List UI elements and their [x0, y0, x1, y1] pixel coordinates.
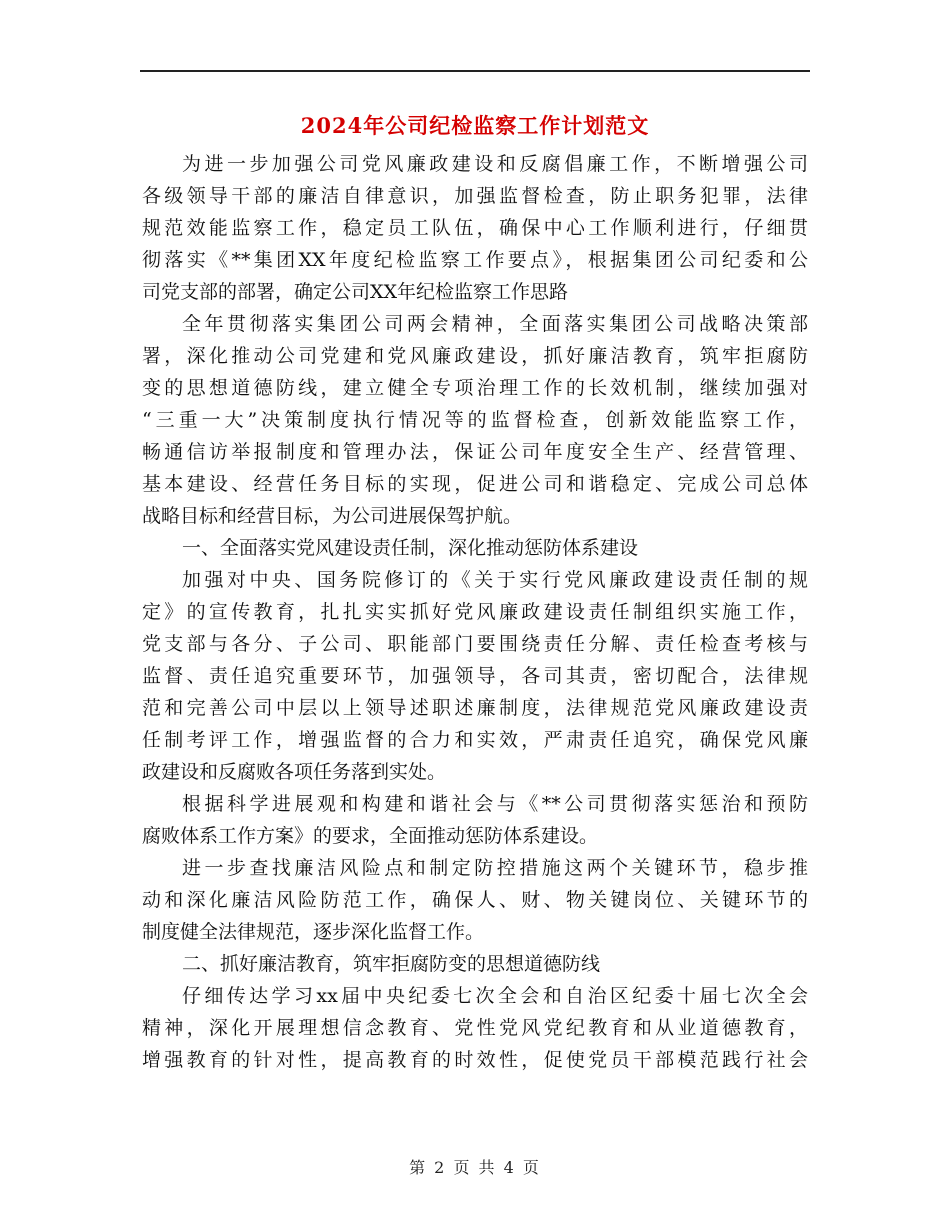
body-line: 规范效能监察工作，稳定员工队伍，确保中心工作顺利进行，仔细贯 [142, 217, 808, 239]
body-line: 变的思想道德防线，建立健全专项治理工作的长效机制，继续加强对 [142, 377, 808, 399]
body-line: 司党支部的部署，确定公司XX年纪检监察工作思路 [142, 281, 569, 303]
body-line: 增强教育的针对性，提高教育的时效性，促使党员干部模范践行社会 [142, 1049, 808, 1071]
body-line: 党支部与各分、子公司、职能部门要围绕责任分解、责任检查考核与 [142, 633, 808, 655]
header-rule [140, 70, 810, 72]
body-line: 一、全面落实党风建设责任制，深化推动惩防体系建设 [182, 537, 639, 559]
body-line: 为进一步加强公司党风廉政建设和反腐倡廉工作，不断增强公司 [182, 153, 808, 175]
body-line: 动和深化廉洁风险防范工作，确保人、财、物关键岗位、关键环节的 [142, 889, 808, 911]
body-line: 精神，深化开展理想信念教育、党性党风党纪教育和从业道德教育， [142, 1017, 808, 1039]
body-line: 畅通信访举报制度和管理办法，保证公司年度安全生产、经营管理、 [142, 441, 808, 463]
body-line: 彻落实《**集团XX年度纪检监察工作要点》，根据集团公司纪委和公 [142, 249, 808, 271]
body-line: 腐败体系工作方案》的要求，全面推动惩防体系建设。 [142, 825, 599, 847]
body-line: 监督、责任追究重要环节，加强领导，各司其责，密切配合，法律规 [142, 665, 808, 687]
body-line: 进一步查找廉洁风险点和制定防控措施这两个关键环节，稳步推 [182, 857, 808, 879]
body-line: 全年贯彻落实集团公司两会精神，全面落实集团公司战略决策部 [182, 313, 808, 335]
body-line: 战略目标和经营目标，为公司进展保驾护航。 [142, 505, 523, 527]
body-line: 基本建设、经营任务目标的实现，促进公司和谐稳定、完成公司总体 [142, 473, 808, 495]
page-footer: 第 2 页 共 4 页 [409, 1158, 541, 1177]
body-line: 仔细传达学习xx届中央纪委七次全会和自治区纪委十届七次全会 [182, 985, 808, 1007]
body-line: 加强对中央、国务院修订的《关于实行党风廉政建设责任制的规 [182, 569, 808, 591]
body-line: 政建设和反腐败各项任务落到实处。 [142, 761, 447, 783]
body-line: 范和完善公司中层以上领导述职述廉制度，法律规范党风廉政建设责 [142, 697, 808, 719]
body-line: 各级领导干部的廉洁自律意识，加强监督检查，防止职务犯罪，法律 [142, 185, 808, 207]
document-title: 2024年公司纪检监察工作计划范文 [300, 113, 650, 138]
body-line: 二、抓好廉洁教育，筑牢拒腐防变的思想道德防线 [182, 953, 601, 975]
body-line: “三重一大”决策制度执行情况等的监督检查，创新效能监察工作， [142, 409, 808, 431]
body-line: 署，深化推动公司党建和党风廉政建设，抓好廉洁教育，筑牢拒腐防 [142, 345, 808, 367]
body-line: 根据科学进展观和构建和谐社会与《**公司贯彻落实惩治和预防 [182, 793, 808, 815]
body-line: 任制考评工作，增强监督的合力和实效，严肃责任追究，确保党风廉 [142, 729, 808, 751]
body-line: 定》的宣传教育，扎扎实实抓好党风廉政建设责任制组织实施工作， [142, 601, 808, 623]
body-line: 制度健全法律规范，逐步深化监督工作。 [142, 921, 485, 943]
document-body [142, 148, 808, 1076]
